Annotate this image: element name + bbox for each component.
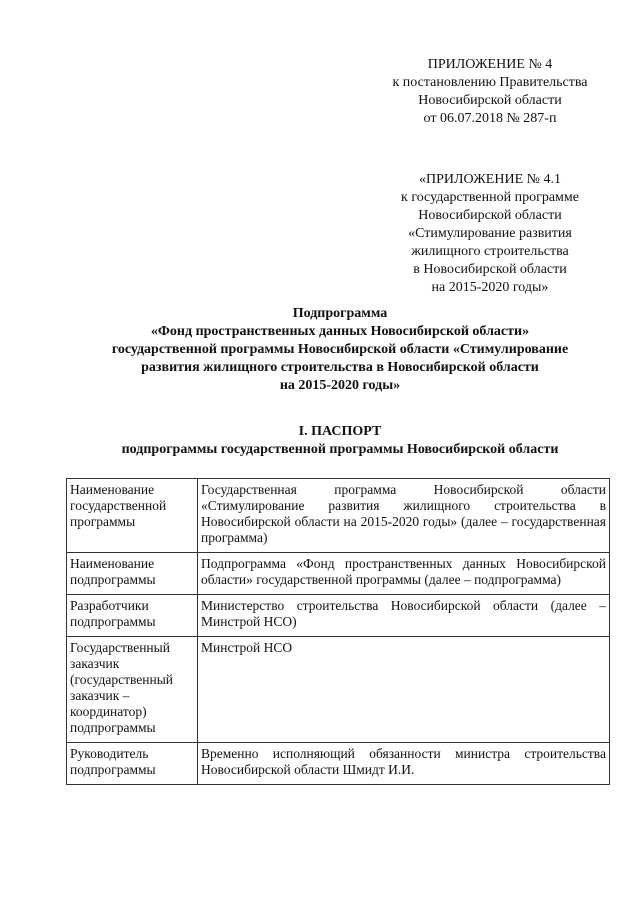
row-label: Наименование подпрограммы bbox=[67, 553, 198, 595]
table-row bbox=[67, 743, 610, 785]
sub-appendix-line: на 2015-2020 годы» bbox=[431, 280, 549, 295]
title-line: государственной программы Новосибирской области «Стимулирование bbox=[111, 342, 569, 357]
sub-appendix-line: «ПРИЛОЖЕНИЕ № 4.1 bbox=[419, 172, 561, 187]
table-row bbox=[67, 479, 610, 553]
title-line: Подпрограмма bbox=[292, 306, 388, 321]
row-label: Разработчики подпрограммы bbox=[67, 595, 198, 637]
appendix-line: к постановлению Правительства bbox=[392, 75, 588, 90]
title-line: на 2015-2020 годы» bbox=[279, 378, 401, 393]
appendix-header bbox=[360, 56, 620, 128]
table-row bbox=[67, 553, 610, 595]
title-line: развития жилищного строительства в Новосибирской области bbox=[141, 360, 539, 375]
row-label: Руководитель подпрограммы bbox=[67, 743, 198, 785]
sub-appendix-line: Новосибирской области bbox=[418, 208, 562, 223]
row-value: Подпрограмма «Фонд пространственных данных Новосибирской области» государственной программы (далее – подпрограмма) bbox=[198, 553, 610, 595]
appendix-line: от 06.07.2018 № 287-п bbox=[423, 111, 557, 126]
title-line: «Фонд пространственных данных Новосибирской области» bbox=[150, 324, 530, 339]
row-value: Министерство строительства Новосибирской области (далее – Минстрой НСО) bbox=[198, 595, 610, 637]
row-label: Наименование государственной программы bbox=[67, 479, 198, 553]
subprogram-title bbox=[40, 305, 640, 395]
appendix-line: ПРИЛОЖЕНИЕ № 4 bbox=[427, 57, 553, 72]
row-value: Государственная программа Новосибирской области «Стимулирование развития жилищного строительства в Новосибирской области на 2015-2020 годы» (далее – государственная программа) bbox=[198, 479, 610, 553]
sub-appendix-header bbox=[360, 171, 620, 297]
table-row bbox=[67, 637, 610, 743]
appendix-line: Новосибирской области bbox=[418, 93, 562, 108]
row-value: Минстрой НСО bbox=[198, 637, 610, 743]
sub-appendix-line: жилищного строительства bbox=[411, 244, 569, 259]
row-label: Государственный заказчик (государственный заказчик – координатор) подпрограммы bbox=[67, 637, 198, 743]
sub-appendix-line: к государственной программе bbox=[401, 190, 579, 205]
passport-heading bbox=[40, 423, 640, 459]
row-value: Временно исполняющий обязанности министра строительства Новосибирской области Шмидт И.И. bbox=[198, 743, 610, 785]
sub-appendix-line: «Стимулирование развития bbox=[408, 226, 572, 241]
passport-table bbox=[66, 478, 610, 785]
passport-subtitle: подпрограммы государственной программы Новосибирской области bbox=[121, 442, 559, 457]
sub-appendix-line: в Новосибирской области bbox=[413, 262, 567, 277]
table-row bbox=[67, 595, 610, 637]
passport-title: I. ПАСПОРТ bbox=[298, 424, 382, 439]
